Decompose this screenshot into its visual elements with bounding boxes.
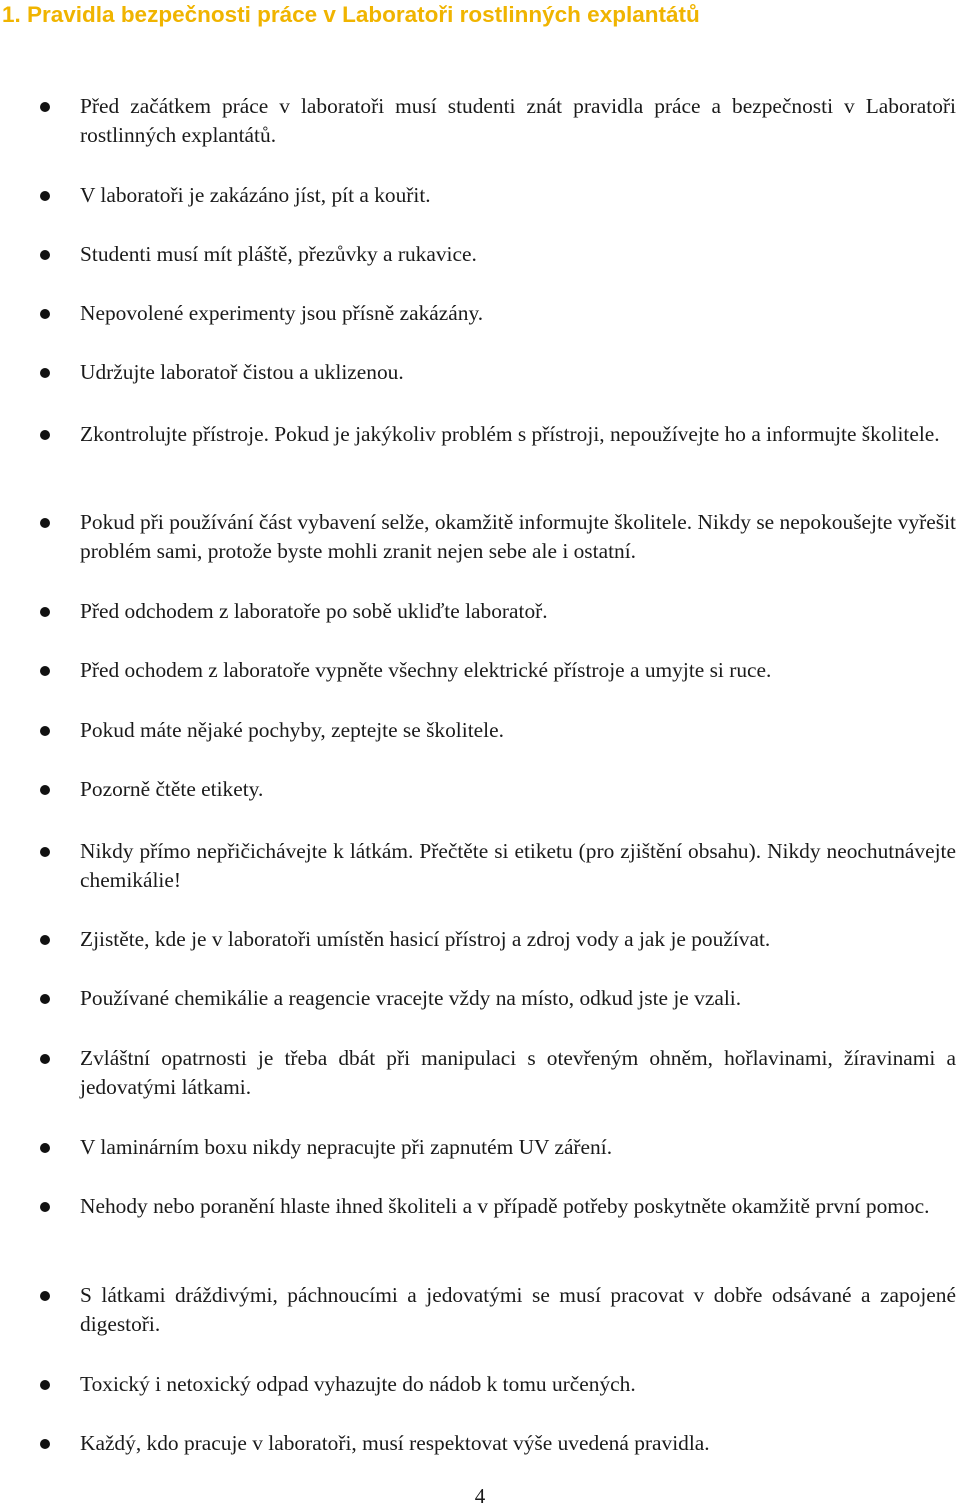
section-heading: 1. Pravidla bezpečnosti práce v Laboratoři rostlinných explantátů (2, 2, 700, 27)
bullet-icon (40, 726, 50, 736)
rule-text: S látkami dráždivými, páchnoucími a jedovatými se musí pracovat v dobře odsávané a zapojené digestoři. (80, 1283, 956, 1336)
bullet-icon (40, 430, 50, 440)
bullet-icon (40, 1202, 50, 1212)
bullet-icon (40, 1054, 50, 1064)
bullet-icon (40, 1380, 50, 1390)
rule-text: Pokud máte nějaké pochyby, zeptejte se školitele. (80, 718, 504, 742)
bullet-icon (40, 1143, 50, 1153)
bullet-icon (40, 1291, 50, 1301)
rule-text: Před začátkem práce v laboratoři musí studenti znát pravidla práce a bezpečnosti v Laboratoři rostlinných explantátů. (80, 94, 956, 147)
bullet-icon (40, 785, 50, 795)
rule-text: V laminárním boxu nikdy nepracujte při zapnutém UV záření. (80, 1135, 613, 1159)
rule-text: Nepovolené experimenty jsou přísně zakázány. (80, 301, 484, 325)
bullet-icon (40, 994, 50, 1004)
rule-text: Nehody nebo poranění hlaste ihned školiteli a v případě potřeby poskytněte okamžitě první pomoc. (80, 1194, 930, 1218)
rule-text: Před odchodem z laboratoře po sobě ukliďte laboratoř. (80, 599, 548, 623)
bullet-icon (40, 309, 50, 319)
rule-text: Studenti musí mít pláště, přezůvky a rukavice. (80, 242, 477, 266)
bullet-icon (40, 102, 50, 112)
bullet-icon (40, 368, 50, 378)
rule-text: Zkontrolujte přístroje. Pokud je jakýkoliv problém s přístroji, nepoužívejte ho a informujte školitele. (80, 422, 940, 446)
page-number: 4 (474, 1484, 486, 1508)
rule-text: V laboratoři je zakázáno jíst, pít a kouřit. (80, 183, 431, 207)
rule-text: Před ochodem z laboratoře vypněte všechny elektrické přístroje a umyjte si ruce. (80, 658, 772, 682)
bullet-icon (40, 935, 50, 945)
rule-text: Toxický i netoxický odpad vyhazujte do nádob k tomu určených. (80, 1372, 636, 1396)
rule-text: Udržujte laboratoř čistou a uklizenou. (80, 360, 404, 384)
rule-text: Zjistěte, kde je v laboratoři umístěn hasicí přístroj a zdroj vody a jak je používat. (80, 927, 771, 951)
rule-text: Pozorně čtěte etikety. (80, 777, 264, 801)
bullet-icon (40, 250, 50, 260)
rule-text: Zvláštní opatrnosti je třeba dbát při manipulaci s otevřeným ohněm, hořlavinami, žíravinami a jedovatými látkami. (80, 1046, 956, 1099)
rule-text: Pokud při používání část vybavení selže, okamžitě informujte školitele. Nikdy se nepokoušejte vyřešit problém sami, protože byste mohli zranit nejen sebe ale i ostatní. (80, 510, 956, 563)
bullet-icon (40, 607, 50, 617)
rule-text: Každý, kdo pracuje v laboratoři, musí respektovat výše uvedená pravidla. (80, 1431, 710, 1455)
bullet-icon (40, 847, 50, 857)
bullet-icon (40, 1439, 50, 1449)
bullet-icon (40, 191, 50, 201)
bullet-icon (40, 518, 50, 528)
rule-text: Používané chemikálie a reagencie vracejte vždy na místo, odkud jste je vzali. (80, 986, 742, 1010)
rule-text: Nikdy přímo nepřičichávejte k látkám. Přečtěte si etiketu (pro zjištění obsahu). Nikdy neochutnávejte chemikálie! (80, 839, 956, 892)
bullet-icon (40, 666, 50, 676)
